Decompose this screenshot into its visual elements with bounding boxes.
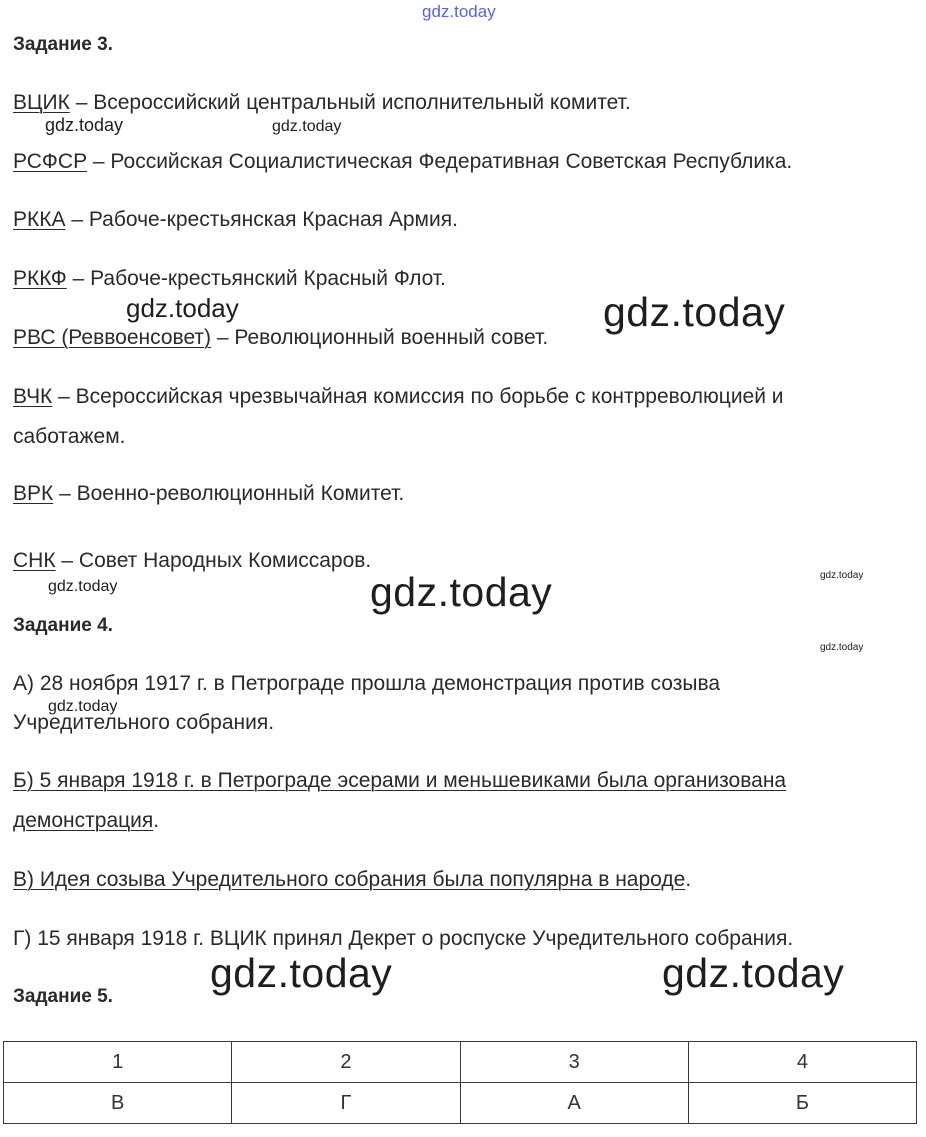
term-abbr: РСФСР bbox=[13, 150, 88, 173]
term-definition: – Рабоче-крестьянский Красный Флот. bbox=[66, 267, 446, 290]
term-vchk-continuation: саботажем. bbox=[13, 425, 126, 448]
answer-table bbox=[3, 1041, 917, 1124]
period: . bbox=[153, 809, 160, 832]
term-definition: – Российская Социалистическая Федеративная Советская Республика. bbox=[87, 150, 793, 173]
watermark: gdz.today bbox=[45, 115, 124, 135]
table-row bbox=[4, 1083, 917, 1124]
watermark: gdz.today bbox=[820, 570, 864, 581]
task3-heading: Задание 3. bbox=[13, 34, 113, 55]
watermark: gdz.today bbox=[820, 642, 864, 653]
table-cell: А bbox=[460, 1083, 688, 1124]
task4-statement-b bbox=[13, 768, 786, 794]
task5-heading: Задание 5. bbox=[13, 986, 113, 1007]
table-cell: Г bbox=[232, 1083, 460, 1124]
term-abbr: РККА bbox=[13, 208, 66, 231]
underlined-text: В) Идея созыва Учредительного собрания была популярна в народе bbox=[13, 868, 686, 891]
term-abbr: ВЧК bbox=[13, 385, 53, 408]
watermark-top: gdz.today bbox=[422, 2, 496, 21]
table-header-row bbox=[4, 1042, 917, 1083]
watermark: gdz.today bbox=[126, 293, 239, 323]
task4-statement-a-continuation: Учредительного собрания. bbox=[13, 711, 275, 734]
term-snk bbox=[13, 548, 371, 574]
task4-statement-b-continuation bbox=[13, 808, 159, 834]
term-vtsik bbox=[13, 90, 631, 116]
table-cell: 4 bbox=[688, 1042, 916, 1083]
term-rvs bbox=[13, 325, 548, 351]
table-cell: В bbox=[4, 1083, 232, 1124]
table-cell: 3 bbox=[460, 1042, 688, 1083]
table-cell: 1 bbox=[4, 1042, 232, 1083]
table-cell: 2 bbox=[232, 1042, 460, 1083]
term-definition: – Совет Народных Комиссаров. bbox=[55, 549, 372, 572]
term-abbr: СНК bbox=[13, 549, 56, 572]
term-rsfsr bbox=[13, 149, 792, 175]
term-vrk bbox=[13, 481, 404, 507]
term-definition: – Всероссийская чрезвычайная комиссия по борьбе с контрреволюцией и bbox=[52, 385, 784, 408]
watermark: gdz.today bbox=[48, 698, 118, 715]
task4-statement-v bbox=[13, 867, 691, 893]
watermark: gdz.today bbox=[662, 950, 845, 996]
watermark: gdz.today bbox=[210, 950, 393, 996]
period: . bbox=[685, 868, 692, 891]
term-definition: – Военно-революционный Комитет. bbox=[53, 482, 405, 505]
task4-heading: Задание 4. bbox=[13, 615, 113, 636]
term-abbr: ВЦИК bbox=[13, 91, 70, 114]
term-definition: – Революционный военный совет. bbox=[211, 326, 549, 349]
underlined-text: демонстрация bbox=[13, 809, 154, 832]
table-cell: Б bbox=[688, 1083, 916, 1124]
watermark: gdz.today bbox=[48, 578, 118, 595]
term-abbr: РВС (Реввоенсовет) bbox=[13, 326, 212, 349]
task4-statement-a: А) 28 ноября 1917 г. в Петрограде прошла демонстрация против созыва bbox=[13, 672, 721, 695]
watermark: gdz.today bbox=[272, 118, 342, 135]
underlined-text: Б) 5 января 1918 г. в Петрограде эсерами и меньшевиками была организована bbox=[13, 769, 787, 792]
term-definition: – Всероссийский центральный исполнительный комитет. bbox=[69, 91, 631, 114]
watermark: gdz.today bbox=[603, 289, 786, 335]
term-abbr: ВРК bbox=[13, 482, 54, 505]
watermark: gdz.today bbox=[370, 569, 553, 615]
term-vchk bbox=[13, 384, 784, 410]
term-definition: – Рабоче-крестьянская Красная Армия. bbox=[65, 208, 458, 231]
term-rkkf bbox=[13, 266, 446, 292]
task4-statement-g: Г) 15 января 1918 г. ВЦИК принял Декрет о роспуске Учредительного собрания. bbox=[13, 927, 794, 950]
term-rkka bbox=[13, 207, 458, 233]
term-abbr: РККФ bbox=[13, 267, 67, 290]
